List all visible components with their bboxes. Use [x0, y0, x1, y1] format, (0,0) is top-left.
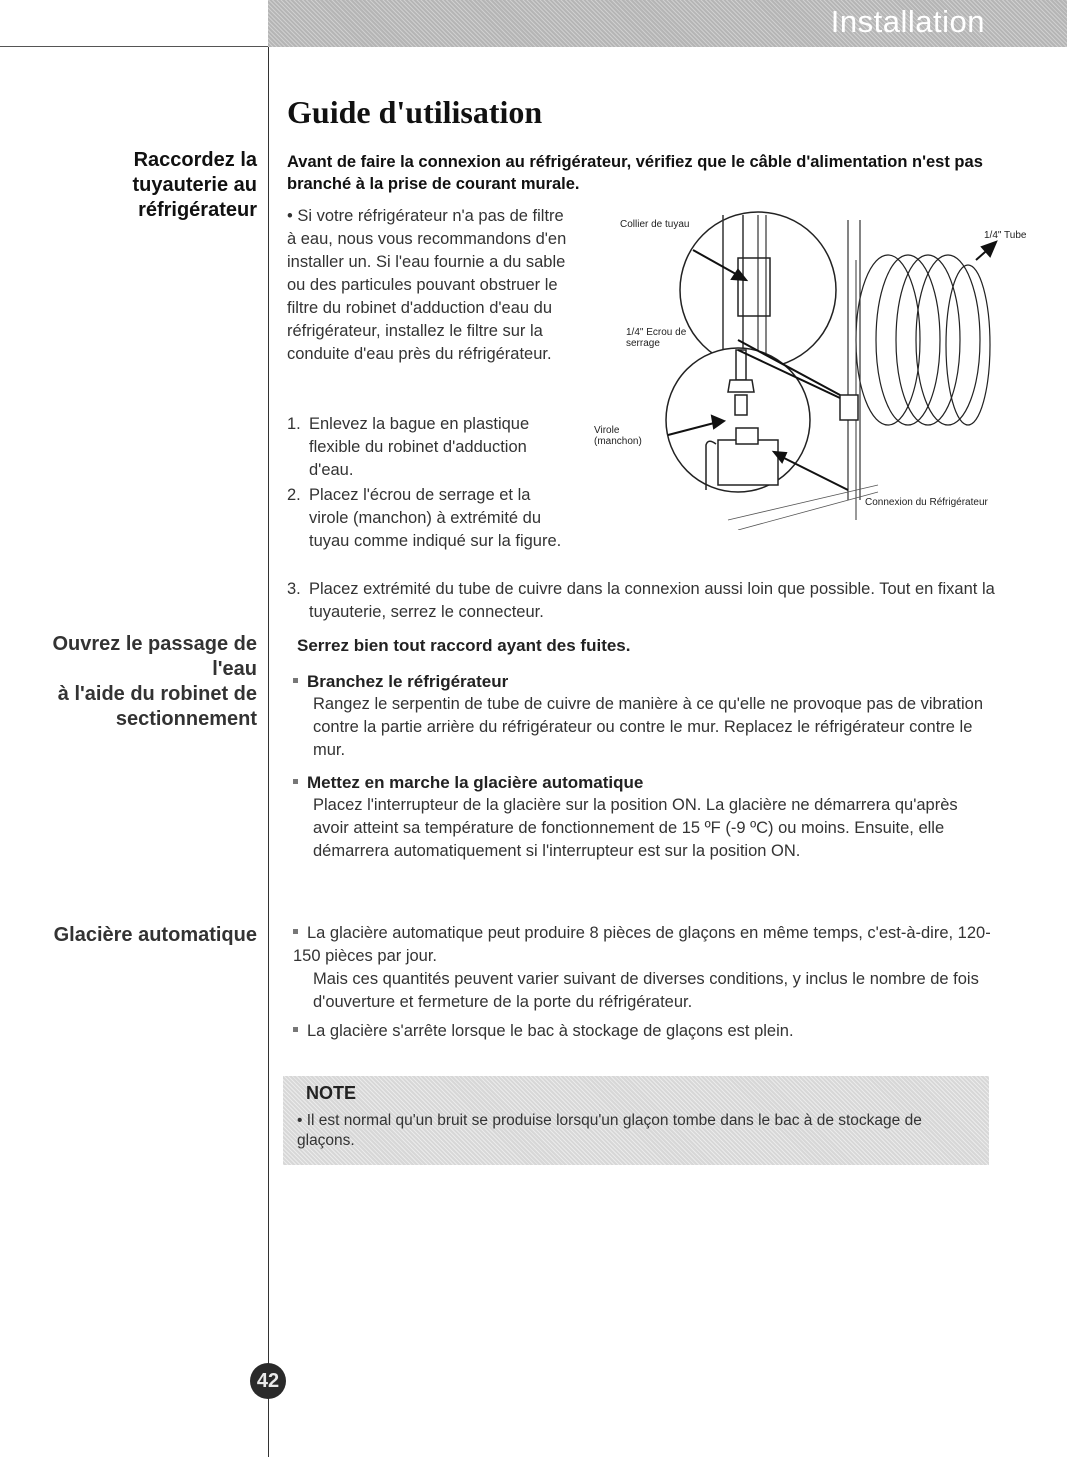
plug-in-heading [293, 670, 993, 693]
note-text: • Il est normal qu'un bruit se produise lorsqu'un glaçon tombe dans le bac à de stockage de glaçons. [297, 1112, 922, 1149]
step-number: 2. [287, 486, 301, 504]
section-title: Installation [830, 4, 985, 39]
label-nut-line: 1/4" Ecrou de [626, 327, 687, 338]
plug-in-section [293, 670, 993, 762]
list-item [293, 922, 993, 968]
list-item-text: La glacière s'arrête lorsque le bac à stockage de glaçons est plein. [307, 1022, 794, 1040]
side-heading-line: l'eau [212, 658, 257, 680]
intro-bullet [287, 205, 577, 366]
side-heading-line: tuyauterie au [132, 174, 257, 196]
vertical-divider [268, 47, 269, 1457]
step-text: Enlevez la bague en plastique flexible du robinet d'adduction d'eau. [309, 415, 530, 479]
label-ferrule [594, 425, 642, 447]
start-icemaker-section [293, 771, 993, 863]
step-text: Placez l'écrou de serrage et la virole (manchon) à extrémité du tuyau comme indiqué sur la figure. [309, 486, 562, 550]
note-box [283, 1076, 989, 1165]
bullet-square-icon [293, 678, 298, 683]
header-rule [0, 46, 268, 47]
note-title: NOTE [306, 1083, 357, 1103]
bullet-square-icon [293, 779, 298, 784]
list-item [293, 1020, 993, 1043]
start-icemaker-text: Placez l'interrupteur de la glacière sur la position ON. La glacière ne démarrera qu'après avoir atteint sa température de fonctionnement de 15 ºF (-9 ºC) ou moins. Ensuite, elle démarrera automatiquement si l'interrupteur est sur la position ON. [313, 796, 958, 860]
label-connection: Connexion du Réfrigérateur [865, 497, 988, 508]
step-text: Placez extrémité du tube de cuivre dans la connexion aussi loin que possible. Tout en fixant la tuyauterie, serrez le connecteur. [309, 580, 995, 621]
step-1 [287, 413, 562, 482]
step-3 [287, 578, 997, 624]
plug-in-text: Rangez le serpentin de tube de cuivre de manière à ce qu'elle ne provoque pas de vibration contre la partie arrière du réfrigérateur ou contre le mur. Replacez le réfrigérateur contre le mur. [313, 695, 984, 759]
diagram-illustration [578, 200, 1048, 530]
list-item-continuation: Mais ces quantités peuvent varier suivant de diverses conditions, y inclus le nombre de fois d'ouverture et fermeture de la porte du réfrigérateur. [313, 970, 979, 1011]
side-heading-line: Raccordez la [133, 149, 257, 171]
list-item-text: La glacière automatique peut produire 8 pièces de glaçons en même temps, c'est-à-dire, 120-150 pièces par jour. [293, 924, 991, 965]
side-heading-open-water [7, 632, 257, 732]
water-line-diagram [578, 200, 1048, 530]
label-tube: 1/4" Tube [984, 230, 1027, 241]
page-title: Guide d'utilisation [287, 94, 543, 130]
side-heading-connect [7, 148, 257, 223]
side-heading-icemaker: Glacière automatique [53, 924, 257, 946]
start-icemaker-heading [293, 771, 993, 794]
page-number: 42 [250, 1363, 286, 1399]
label-nut-line: serrage [626, 338, 660, 349]
label-nut [626, 327, 686, 349]
side-heading-line: Ouvrez le passage de [52, 633, 257, 655]
warning-text: Avant de faire la connexion au réfrigérateur, vérifiez que le câble d'alimentation n'est pas branché à la prise de courant murale. [287, 153, 983, 193]
plug-in-heading-text: Branchez le réfrigérateur [307, 672, 509, 691]
header-band [268, 0, 1067, 47]
start-icemaker-heading-text: Mettez en marche la glacière automatique [307, 773, 644, 792]
label-ferrule-line: (manchon) [594, 436, 642, 447]
side-heading-line: à l'aide du robinet de [57, 683, 257, 705]
intro-text: • Si votre réfrigérateur n'a pas de filtre à eau, nous vous recommandons d'en installer un. Si l'eau fournie a du sable ou des particules pouvant obstruer le filtre du robinet d'adduction d'eau du réfrigérateur, installez le filtre sur la conduite d'eau près du réfrigérateur. [287, 207, 567, 363]
bullet-square-icon [293, 929, 298, 934]
icemaker-info [293, 922, 993, 1043]
step-number: 1. [287, 415, 301, 433]
step-2 [287, 484, 562, 553]
label-collar: Collier de tuyau [620, 219, 690, 230]
step-number: 3. [287, 580, 301, 598]
bullet-square-icon [293, 1027, 298, 1032]
side-heading-line: réfrigérateur [138, 199, 257, 221]
label-ferrule-line: Virole [594, 425, 620, 436]
tighten-heading: Serrez bien tout raccord ayant des fuites. [297, 636, 631, 655]
side-heading-line: sectionnement [115, 708, 257, 730]
